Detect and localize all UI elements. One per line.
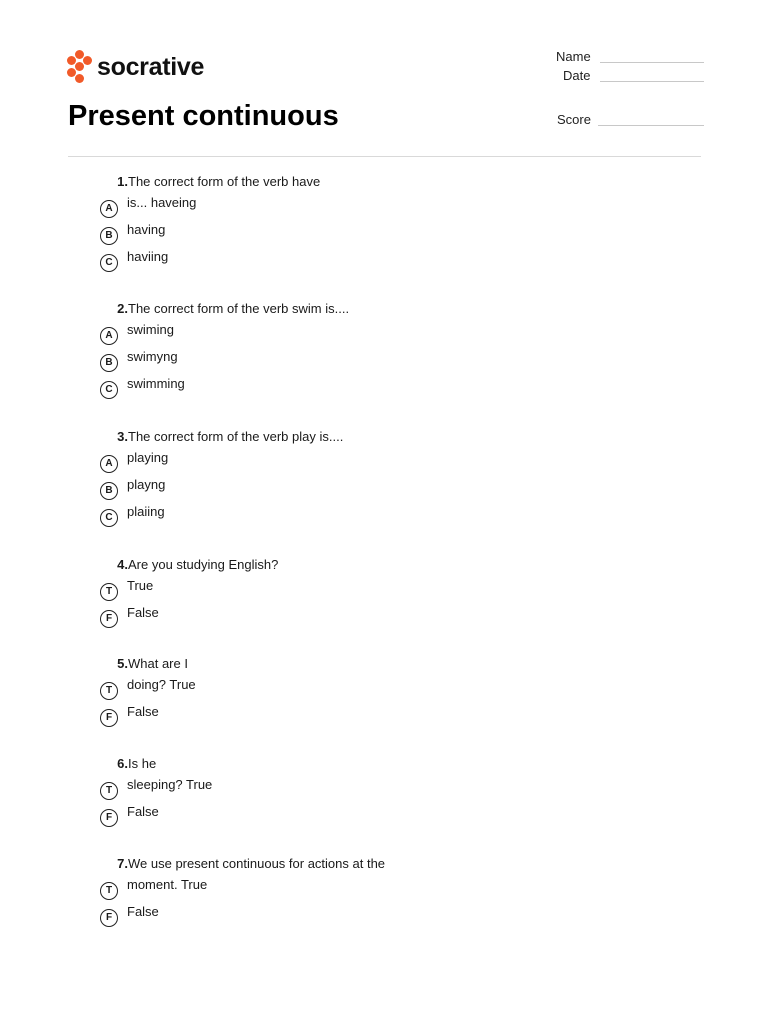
question-5: [100, 656, 520, 732]
answer-text: is... haveing: [127, 195, 197, 210]
logo-hex-icon: [67, 50, 93, 84]
answer-text: False: [127, 904, 159, 919]
question-number: [100, 429, 128, 449]
answer-text: False: [127, 605, 159, 620]
question-header: [100, 301, 520, 321]
question-text: Is he: [128, 756, 157, 771]
answer-text: plaiing: [127, 504, 165, 519]
answer-option[interactable]: [100, 250, 520, 277]
answer-text: playing: [127, 450, 169, 465]
answer-option[interactable]: [100, 705, 520, 732]
question-text: The correct form of the verb play is....: [128, 429, 344, 444]
answer-bubble[interactable]: T: [100, 882, 118, 900]
question-number-text: 1.: [117, 174, 128, 189]
answer-bubble[interactable]: B: [100, 354, 118, 372]
answer-option[interactable]: [100, 377, 520, 404]
question-number-text: 7.: [117, 856, 128, 871]
answer-option[interactable]: [100, 878, 520, 905]
answer-options: [100, 451, 520, 532]
answer-option[interactable]: [100, 196, 520, 223]
answer-options: [100, 778, 520, 832]
answer-text: sleeping? True: [127, 777, 213, 792]
answer-text: moment. True: [127, 877, 208, 892]
question-2: [100, 301, 520, 404]
answer-bubble[interactable]: F: [100, 809, 118, 827]
question-number: [100, 756, 128, 776]
score-label: Score: [557, 112, 591, 127]
socrative-logo: [67, 50, 204, 84]
answer-text: True: [127, 578, 154, 593]
question-header: [100, 856, 520, 876]
answer-bubble[interactable]: A: [100, 455, 118, 473]
question-text: We use present continuous for actions at the: [128, 856, 386, 871]
answer-option[interactable]: [100, 778, 520, 805]
question-header: [100, 174, 520, 194]
answer-bubble[interactable]: B: [100, 227, 118, 245]
answer-text: haviing: [127, 249, 169, 264]
answer-bubble[interactable]: A: [100, 200, 118, 218]
question-header: [100, 756, 520, 776]
question-number-text: 2.: [117, 301, 128, 316]
date-field-line: [600, 81, 704, 82]
question-3: [100, 429, 520, 532]
question-text: The correct form of the verb have: [128, 174, 321, 189]
answer-options: [100, 579, 520, 633]
answer-options: [100, 323, 520, 404]
answer-bubble[interactable]: A: [100, 327, 118, 345]
answer-option[interactable]: [100, 905, 520, 932]
question-6: [100, 756, 520, 832]
answer-options: [100, 678, 520, 732]
question-header: [100, 656, 520, 676]
answer-text: swimming: [127, 376, 185, 391]
answer-option[interactable]: [100, 223, 520, 250]
answer-bubble[interactable]: C: [100, 254, 118, 272]
question-4: [100, 557, 520, 633]
question-number: [100, 656, 128, 676]
answer-bubble[interactable]: C: [100, 509, 118, 527]
question-header: [100, 557, 520, 577]
question-number-text: 4.: [117, 557, 128, 572]
answer-text: swimyng: [127, 349, 178, 364]
answer-text: False: [127, 704, 159, 719]
question-text: The correct form of the verb swim is....: [128, 301, 350, 316]
question-number: [100, 856, 128, 876]
question-number: [100, 557, 128, 577]
header-divider: [68, 156, 701, 157]
answer-options: [100, 878, 520, 932]
answer-text: having: [127, 222, 166, 237]
answer-text: playng: [127, 477, 166, 492]
answer-bubble[interactable]: T: [100, 682, 118, 700]
answer-bubble[interactable]: F: [100, 610, 118, 628]
question-1: [100, 174, 520, 277]
answer-bubble[interactable]: C: [100, 381, 118, 399]
answer-option[interactable]: [100, 579, 520, 606]
question-text: What are I: [128, 656, 188, 671]
answer-text: doing? True: [127, 677, 196, 692]
question-number-text: 3.: [117, 429, 128, 444]
answer-option[interactable]: [100, 678, 520, 705]
answer-bubble[interactable]: F: [100, 709, 118, 727]
answer-option[interactable]: [100, 350, 520, 377]
name-field-line: [600, 62, 704, 63]
page-title: Present continuous: [68, 100, 339, 132]
question-number: [100, 174, 128, 194]
answer-bubble[interactable]: B: [100, 482, 118, 500]
answer-options: [100, 196, 520, 277]
question-7: [100, 856, 520, 932]
question-number: [100, 301, 128, 321]
answer-bubble[interactable]: T: [100, 782, 118, 800]
answer-option[interactable]: [100, 478, 520, 505]
answer-option[interactable]: [100, 451, 520, 478]
question-number-text: 5.: [117, 656, 128, 671]
answer-option[interactable]: [100, 805, 520, 832]
logo-wordmark: socrative: [97, 52, 205, 81]
answer-option[interactable]: [100, 505, 520, 532]
name-label: Name: [556, 49, 591, 64]
question-header: [100, 429, 520, 449]
date-label: Date: [563, 68, 591, 83]
answer-text: False: [127, 804, 159, 819]
answer-bubble[interactable]: T: [100, 583, 118, 601]
answer-bubble[interactable]: F: [100, 909, 118, 927]
answer-option[interactable]: [100, 323, 520, 350]
answer-text: swiming: [127, 322, 174, 337]
question-text: Are you studying English?: [128, 557, 279, 572]
answer-option[interactable]: [100, 606, 520, 633]
score-field-line: [598, 125, 704, 126]
question-number-text: 6.: [117, 756, 128, 771]
